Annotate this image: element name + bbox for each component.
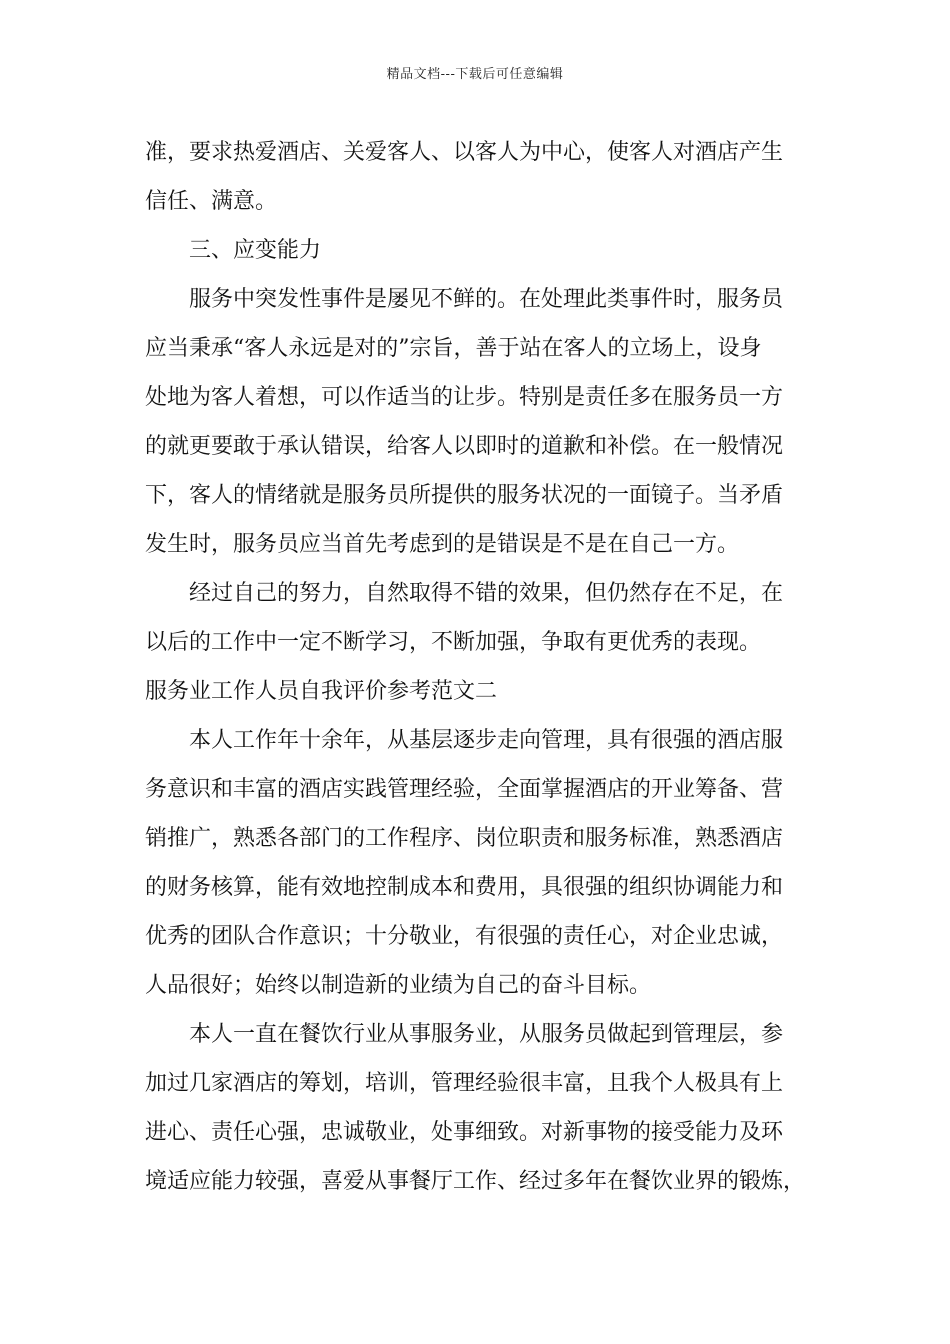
text-line: 优秀的团队合作意识；十分敬业，有很强的责任心，对企业忠诚， bbox=[145, 924, 784, 949]
section-heading: 三、应变能力 bbox=[189, 238, 322, 263]
text-line: 进心、责任心强，忠诚敬业，处事细致。对新事物的接受能力及环 bbox=[145, 1120, 784, 1145]
article-title: 服务业工作人员自我评价参考范文二 bbox=[145, 679, 498, 704]
text-line: 务意识和丰富的酒店实践管理经验，全面掌握酒店的开业筹备、营 bbox=[145, 777, 784, 802]
text-line: 境适应能力较强，喜爱从事餐厅工作、经过多年在餐饮业界的锻炼， bbox=[145, 1169, 806, 1194]
text-line: 准，要求热爱酒店、关爱客人、以客人为中心，使客人对酒店产生 bbox=[145, 140, 784, 165]
text-line: 服务中突发性事件是屡见不鲜的。在处理此类事件时，服务员 bbox=[189, 287, 784, 312]
text-line: 加过几家酒店的筹划，培训，管理经验很丰富，且我个人极具有上 bbox=[145, 1071, 784, 1096]
text-line: 以后的工作中一定不断学习，不断加强，争取有更优秀的表现。 bbox=[145, 630, 762, 655]
text-line: 销推广，熟悉各部门的工作程序、岗位职责和服务标准，熟悉酒店 bbox=[145, 826, 784, 851]
text-line: 的就更要敢于承认错误，给客人以即时的道歉和补偿。在一般情况 bbox=[145, 434, 784, 459]
text-line: 下，客人的情绪就是服务员所提供的服务状况的一面镜子。当矛盾 bbox=[145, 483, 784, 508]
text-line: 处地为客人着想，可以作适当的让步。特别是责任多在服务员一方 bbox=[145, 385, 784, 410]
text-line: 信任、满意。 bbox=[145, 189, 278, 214]
text-line: 本人工作年十余年，从基层逐步走向管理，具有很强的酒店服 bbox=[189, 728, 784, 753]
document-body bbox=[145, 128, 810, 1206]
text-line: 经过自己的努力，自然取得不错的效果，但仍然存在不足，在 bbox=[189, 581, 784, 606]
text-line: 应当秉承“客人永远是对的”宗旨，善于站在客人的立场上，设身 bbox=[145, 336, 762, 361]
text-line: 本人一直在餐饮行业从事服务业，从服务员做起到管理层，参 bbox=[189, 1022, 784, 1047]
page-header: 精品文档---下载后可任意编辑 bbox=[386, 67, 564, 82]
text-line: 人品很好；始终以制造新的业绩为自己的奋斗目标。 bbox=[145, 973, 652, 998]
text-line: 发生时，服务员应当首先考虑到的是错误是不是在自己一方。 bbox=[145, 532, 740, 557]
text-line: 的财务核算，能有效地控制成本和费用，具很强的组织协调能力和 bbox=[145, 875, 784, 900]
